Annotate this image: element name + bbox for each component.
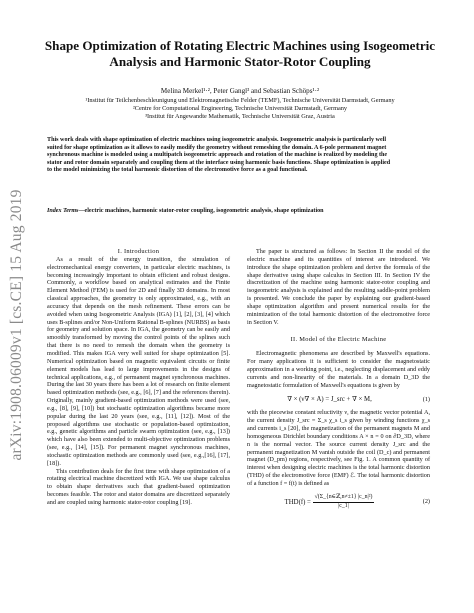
paper-title	[40, 38, 440, 69]
affiliation-3: ³Institut für Angewandte Mathematik, Technische Universität Graz, Austria	[145, 113, 335, 120]
left-column	[47, 248, 230, 507]
equation-2-lhs: THD(f) =	[284, 498, 311, 506]
abstract-line: stator and rotor domain separately and coupling them at the interface using harmonic basis functions. Shape optimization is applied	[47, 159, 391, 166]
abstract-line: synchronous machine is modeled using a multipatch isogeometric approach and rotation of the machine is realized by modeling the	[47, 152, 388, 159]
equation-2	[247, 494, 430, 511]
paragraph: This contribution deals for the first time with shape optimization of a rotating electrical machine discretized with IGA. We use shape calculus to obtain shape derivatives such that gradient-based optimization becomes feasible. The rotor and stator domains are discretized separately and are coupled using harmonic stator-rotor coupling [19].	[47, 467, 230, 506]
title-line-1: Shape Optimization of Rotating Electric Machines using Isogeometric	[44, 38, 436, 53]
arxiv-stamp-text: arXiv:1908.06009v1 [cs.CE] 15 Aug 2019	[8, 189, 25, 461]
equation-2-denominator: |c_1|	[338, 502, 349, 509]
affiliation-1: ¹Institut für Teilchenbeschleunigung und Elektromagnetische Felder (TEMF), Technische Universität Darmstadt, Germany	[85, 97, 395, 104]
equation-2-expression	[247, 494, 412, 511]
index-terms	[47, 208, 428, 216]
equation-1-number: (1)	[422, 395, 430, 403]
title-line-2: Analysis and Harmonic Stator-Rotor Coupling	[109, 53, 371, 69]
paragraph: The paper is structured as follows: In Section II the model of the electric machine and its quantities of interest are introduced. We introduce the shape optimization problem and derive the formula of the shape derivative using shape calculus in Section III. In Section IV the discretization of the machine using harmonic stator-rotor coupling and isogeometric analysis is explained and the resulting saddle-point problem is presented. We conclude the paper by explaining our gradient-based shape optimization algorithm and present numerical results for the minimization of the total harmonic distortion of the electromotive force in Section V.	[247, 248, 430, 326]
paragraph: with the piecewise constant reluctivity ν, the magnetic vector potential A, the current density J_src = Σ_s χ_s i_s given by winding functions χ_s and currents i_s [20], the magnetization of the permanent magnets M and homogeneous Dirichlet boundary conditions A × n = 0 on ∂D_3D, where n is the normal vector. The source current density J_src and the permanent magnetization M vanish outside the coil (D_c) and permanent magnet (D_pm) regions, respectively, see Fig. 1. A common quantity of interest when designing electric machines is the total harmonic distortion (THD) of the electromotive force (EMF) ℰ. The total harmonic distortion of a function f = f(t) is defined as	[247, 409, 430, 487]
equation-2-fraction	[313, 494, 375, 511]
paragraph: Electromagnetic phenomena are described by Maxwell's equations. For many applications it is sufficient to consider the magnetostatic approximation in a working point, i.e., neglecting displacement and eddy currents and non-linearity of the materials. In a domain D_3D the magnetostatic formulation of Maxwell's equations is given by	[247, 350, 430, 389]
equation-2-number: (2)	[422, 498, 430, 506]
right-column	[247, 248, 430, 516]
index-terms-text: —electric machines, harmonic stator-rotor coupling, isogeometric analysis, shape optimization	[78, 208, 324, 214]
abstract-line: to the model minimizing the total harmonic distortion of the electromotive force as a goal functional.	[47, 167, 308, 174]
equation-1	[247, 396, 430, 404]
arxiv-stamp	[6, 180, 28, 470]
equation-2-numerator: √(Σ_{n∈ℤ,n≠±1} |c_n|²)	[313, 494, 375, 503]
paragraph: As a result of the energy transition, the simulation of electromechanical energy converters, in particular electric machines, is becoming increasingly important to obtain efficient and robust designs. Commonly, a workflow based on analytical estimates and the Finite Element Method (FEM) is used for 2D and finally 3D domains. In most classical approaches, the geometry is only approximated, e.g., with an accuracy that depends on the mesh refinement. These errors can be avoided when using Isogeometric Analysis (IGA) [1], [2], [3], [4] which uses B-splines and/or Non-Uniform Rational B-splines (NURBS) as basis for geometry and solution space. In IGA, the geometry can be easily and smoothly transformed by moving the control points of the splines such that there is no need to remesh the domain when the geometry is modified. This makes IGA very well suited for shape optimization [5]. Numerical optimization based on magnetic equivalent circuits or finite element models has lead to large improvements in the designs of technical applications, e.g., of permanent magnet synchronous machines. During the last 30 years there has been a lot of research on finite element based optimization methods (see, e.g., [6], [7] and the references therein). Originally, mainly gradient-based optimization methods were used (see, e.g., [8], [9], [10]) but stochastic optimization algorithms became more popular during the last 20 years (see, e.g., [11], [12]). Most of the proposed algorithms use stochastic or population-based optimization, e.g., genetic algorithms and particle swarm optimization (see, e.g., [13]) which have also been extended to multi-objective optimization problems (see, e.g., [14], [15]). For permanent magnet synchronous machines, stochastic optimization methods are commonly used (see, e.g.,[16], [17], [18]).	[47, 255, 230, 467]
abstract-line: suited for shape optimization as it allows to easily modify the geometry without remeshing the domain. A 6-pole permanent magnet	[47, 144, 387, 151]
equation-1-expression: ∇ × (ν∇ × A) = J_src + ∇ × M,	[287, 395, 372, 403]
section-heading-model: II. Model of the Electric Machine	[290, 336, 387, 344]
affiliation-2: ²Centre for Computational Engineering, Technische Universität Darmstadt, Germany	[132, 105, 348, 112]
abstract	[47, 137, 428, 175]
abstract-line: This work deals with shape optimization of electric machines using isogeometric analysis. Isogeometric analysis is particularly well	[47, 137, 387, 143]
section-heading-introduction: I. Introduction	[117, 248, 160, 255]
index-terms-label: Index Terms	[47, 208, 79, 214]
author-list: Melina Merkel¹·², Peter Gangl³ and Sebastian Schöps¹·²	[160, 87, 320, 95]
